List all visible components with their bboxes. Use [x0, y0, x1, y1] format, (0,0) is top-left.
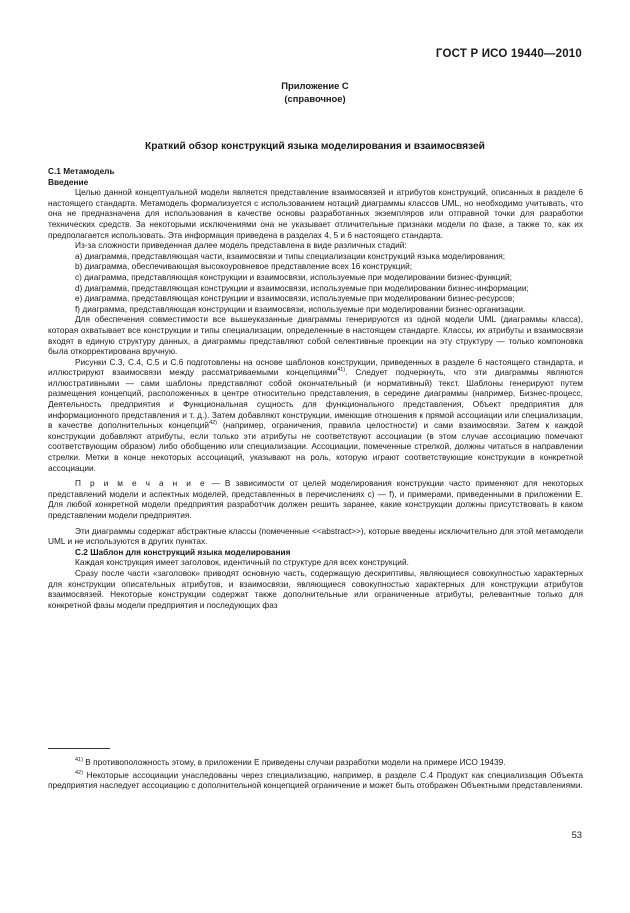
footnote-separator: [48, 748, 110, 749]
list-item: b) диаграмма, обеспечивающая высокоуровневое представление всех 16 конструкций;: [75, 261, 413, 272]
list-item: a) диаграмма, представляющая части, взаимосвязи и типы специализации конструкций языка моделирования;: [75, 250, 506, 261]
footnote-text: Некоторые ассоциации унаследованы через специализацию, например, в разделе С.4 Продукт как специализация Объекта предприятия наследует ассоциацию с дополнительной концепцией ограничение и может быть отображен Объектными представлениями.: [48, 769, 583, 791]
note-label: П р и м е ч а н и е: [75, 478, 207, 489]
annex-subtitle: (справочное): [284, 93, 346, 104]
footnote-text: В противоположность этому, в приложении Е приведены случаи разработки модели на примере ИСО 19439.: [82, 757, 506, 767]
note: [48, 478, 583, 520]
note-text: — В зависимости от целей моделирования конструкции часто применяют для некоторых представлений модели и аспектных моделей, представленных в перечислениях с) — f), и примерами, приведенными в приложении Е. Для любой конкретной модели предприятия разработчик должен решить заранее, какие конструкции должны присутствовать в каком представлении модели предприятия.: [48, 478, 583, 520]
section-heading-c1: С.1 Метамодель: [48, 166, 115, 176]
standard-designation: ГОСТ Р ИСО 19440—2010: [435, 48, 582, 60]
paragraph: Сразу после части «заголовок» приводят основную часть, содержащую дескриптивы, являющиеся совокупностью характерных для конструкции описательных атрибутов, и взаимосвязи, являющиеся совокупностью характерных для конструкции атрибутов взаимосвязей. Некоторые конструкции содержат также дополнительные или ограниченные атрибуты, релевантные только для конкретной фазы модели предприятия и последующих фаз: [48, 567, 583, 610]
list-item: f) диаграмма, представляющая конструкции и взаимосвязи, используемые при моделировании бизнес-организации.: [75, 303, 526, 314]
paragraph-figures: [48, 357, 583, 474]
list-item: c) диаграмма, представляющая конструкции и взаимосвязи, используемые при моделировании бизнес-функций;: [75, 271, 512, 282]
paragraph: Для обеспечения совместимости все вышеуказанные диаграммы генерируются из одной модели UML (диаграммы класса), которая охватывает все конструкции и типы специализации, определенные в настоящем стандарте. Классы, их атрибуты и взаимосвязи входят в единую структуру данных, а диаграммы представляют собой селективные проекции на эту структуру — только компоновка была откорректирована вручную.: [48, 314, 583, 357]
footnotes: [48, 757, 583, 793]
paragraph: Из-за сложности приведенная далее модель представлена в виде различных стадий:: [75, 240, 407, 251]
footnote-41: [48, 757, 583, 768]
body-text: [48, 166, 583, 610]
page-number: 53: [571, 829, 582, 840]
main-title: Краткий обзор конструкций языка моделирования и взаимосвязей: [145, 141, 485, 152]
paragraph: Эти диаграммы содержат абстрактные классы (помеченные <<abstract>>), которые введены исключительно для этой метамодели UML и не используются в других пунктах.: [48, 525, 583, 547]
footnote-mark: 41): [75, 757, 83, 763]
paragraph: Целью данной концептуальной модели является представление взаимосвязей и атрибутов конструкций, описанных в разделе 6 настоящего стандарта. Метамодель формализуется с использованием нотаций диаграммы классов UML, но необходимо учитывать, что она не предназначена для использования в качестве основы разработанных экземпляров или отправной точки для разработки технических средств. За некоторыми исключениями она не указывает отличительные признаки модели по фазе, а также то, как их предполагается использовать. Эта информация приведена в разделах 4, 5 и 6 настоящего стандарта.: [48, 187, 583, 240]
text-run: (например, ограничения, правила целостности) и сами взаимосвязи. Затем к каждой конструкции добавляют атрибуты, если только эти атрибуты не соответствуют ассоциации (в этом случае ассоциацию помечают соответствующим образом) либо обобщению или специализации. Ассоциации, помеченные стрелкой, должны читаться в направлении стрелки. Метки в конце некоторых ассоциаций, указывают на роль, которую играют соответствующие конструкции в конкретной ассоциации.: [48, 420, 583, 473]
list-item: d) диаграмма, представляющая конструкции и взаимосвязи, используемые при моделировании бизнес-информации;: [75, 282, 529, 293]
subheading-introduction: Введение: [48, 176, 89, 187]
text-run: Рисунки С.3, С.4, С.5 и С.6 подготовлены на основе шаблонов конструкции, приведенных в разделе 6 настоящего стандарта, и иллюстрируют взаимосвязи между рассматриваемыми концепциями: [48, 356, 583, 378]
section-heading-c2: С.2 Шаблон для конструкций языка моделирования: [75, 546, 291, 557]
annex-title: Приложение С: [281, 80, 349, 91]
footnote-ref: 42): [209, 420, 218, 427]
footnote-mark: 42): [75, 769, 83, 776]
footnote-ref: 41): [337, 367, 346, 374]
list-item: e) диаграмма, представляющая конструкции и взаимосвязи, используемые при моделировании бизнес-ресурсов;: [75, 293, 515, 304]
paragraph: Каждая конструкция имеет заголовок, идентичный по структуре для всех конструкций.: [75, 557, 409, 568]
footnote-42: [48, 770, 583, 791]
text-run: . Следует подчеркнуть, что эти диаграммы являются иллюстративными — сами шаблоны представляют собой окончательный (и нормативный) текст. Шаблоны генерируют путем размещения концепций, расположенных в центре относительно представления, в середине диаграммы (например, Бизнес-процесс, Деятельность предприятия и Функциональная сущность для функционального представления, Объект предприятия для информационного представления и т. д.). Затем добавляют конструкции, имеющие отношения к прямой ассоциации или специализации, в качестве дополнительных концепций: [48, 367, 583, 431]
